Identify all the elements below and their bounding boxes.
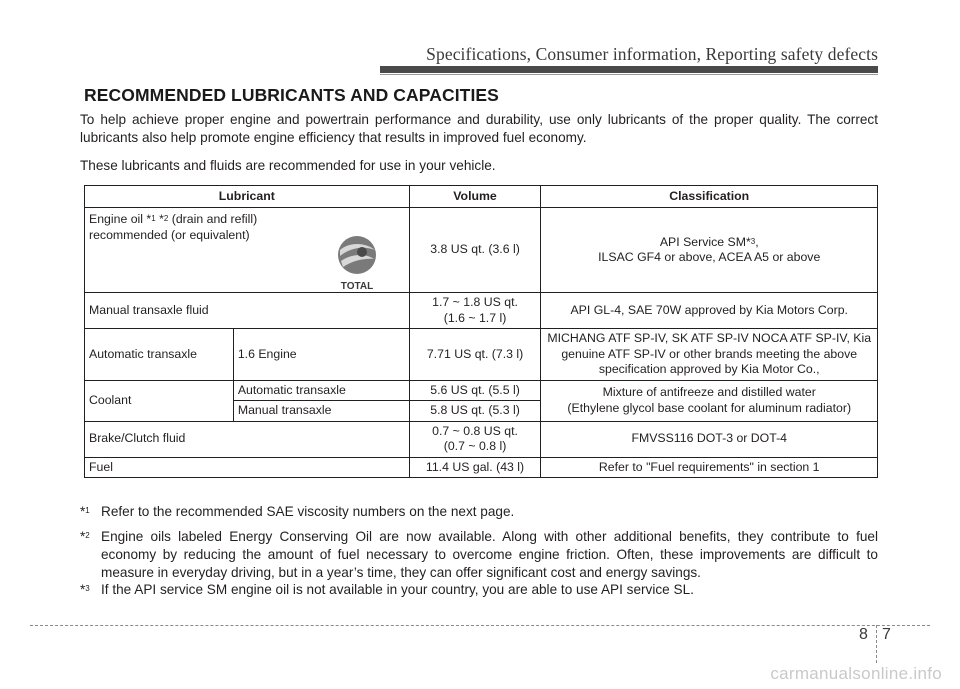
footnote-text: Engine oils labeled Energy Conserving Oil are now available. Along with other additional benefits, they contribute to fuel economy by reducing the amount of fuel necessary to overcome engine friction. Often, these improvements are difficult to measure in everyday driving, but in a year’s time, they can offer significant cost and energy savings.	[101, 529, 878, 580]
manual-transaxle-volume: 1.7 ~ 1.8 US qt. (1.6 ~ 1.7 l)	[409, 293, 541, 329]
row-fuel	[85, 457, 878, 478]
coolant-automatic-label: Automatic transaxle	[233, 380, 409, 401]
fuel-label: Fuel	[85, 457, 410, 478]
coolant-manual-volume: 5.8 US qt. (5.3 l)	[409, 401, 541, 422]
footnote-text: Refer to the recommended SAE viscosity numbers on the next page.	[101, 504, 515, 519]
fuel-volume: 11.4 US gal. (43 l)	[409, 457, 541, 478]
automatic-transaxle-engine: 1.6 Engine	[233, 329, 409, 381]
engine-oil-label: Engine oil *$^1$ *$^2$ (drain and refill) recommended (or equivalent)	[89, 212, 258, 242]
svg-text:TOTAL: TOTAL	[340, 281, 374, 292]
manual-transaxle-label: Manual transaxle fluid	[85, 293, 410, 329]
header-classification: Classification	[541, 186, 878, 208]
row-brake-clutch	[85, 421, 878, 457]
fuel-classification: Refer to "Fuel requirements" in section 1	[541, 457, 878, 478]
coolant-classification: Mixture of antifreeze and distilled water (Ethylene glycol base coolant for aluminum radiator)	[541, 380, 878, 421]
automatic-transaxle-label: Automatic transaxle	[85, 329, 234, 381]
recommend-paragraph: These lubricants and fluids are recommended for use in your vehicle.	[80, 158, 496, 173]
row-engine-oil	[85, 208, 878, 293]
running-header-title: Specifications, Consumer information, Reporting safety defects	[426, 44, 878, 64]
footnote-marker: *$^2$	[80, 529, 90, 544]
watermark: carmanualsonline.info	[770, 664, 942, 683]
total-logo	[331, 234, 383, 292]
footnote-1	[80, 503, 878, 521]
header-rule	[380, 66, 878, 73]
row-manual-transaxle	[85, 293, 878, 329]
footnote-3	[80, 581, 878, 599]
coolant-manual-label: Manual transaxle	[233, 401, 409, 422]
footnote-2	[80, 528, 878, 582]
automatic-transaxle-classification: MICHANG ATF SP-IV, SK ATF SP-IV NOCA ATF SP-IV, Kia genuine ATF SP-IV or other brands meeting the above specification approved by Kia Motor Co.,	[541, 329, 878, 381]
brake-clutch-volume: 0.7 ~ 0.8 US qt. (0.7 ~ 0.8 l)	[409, 421, 541, 457]
footnote-marker: *$^3$	[80, 582, 90, 597]
page-section-number: 8	[859, 626, 868, 643]
section-heading: RECOMMENDED LUBRICANTS AND CAPACITIES	[84, 85, 499, 105]
table-header-row	[85, 186, 878, 208]
lubricants-table	[84, 185, 878, 478]
header-rule-thin	[380, 74, 878, 75]
footnote-marker: *$^1$	[80, 504, 90, 519]
engine-oil-volume: 3.8 US qt. (3.6 l)	[409, 208, 541, 293]
page-number: 7	[882, 626, 891, 643]
coolant-automatic-volume: 5.6 US qt. (5.5 l)	[409, 380, 541, 401]
footnote-text: If the API service SM engine oil is not available in your country, you are able to use API service SL.	[101, 582, 694, 597]
footer-dashed-divider	[876, 625, 877, 663]
automatic-transaxle-volume: 7.71 US qt. (7.3 l)	[409, 329, 541, 381]
engine-oil-cell	[85, 208, 410, 293]
coolant-label: Coolant	[85, 380, 234, 421]
footer-dashed-rule	[30, 625, 930, 626]
row-automatic-transaxle	[85, 329, 878, 381]
manual-transaxle-classification: API GL-4, SAE 70W approved by Kia Motors Corp.	[541, 293, 878, 329]
brake-clutch-classification: FMVSS116 DOT-3 or DOT-4	[541, 421, 878, 457]
brake-clutch-label: Brake/Clutch fluid	[85, 421, 410, 457]
header-lubricant: Lubricant	[85, 186, 410, 208]
row-coolant-automatic	[85, 380, 878, 401]
intro-paragraph: To help achieve proper engine and powertrain performance and durability, use only lubricants of the proper quality. The correct lubricants also help promote engine efficiency that results in improved fuel economy.	[80, 112, 878, 145]
header-volume: Volume	[409, 186, 541, 208]
engine-oil-classification: API Service SM*$^3$, ILSAC GF4 or above, ACEA A5 or above	[541, 208, 878, 293]
